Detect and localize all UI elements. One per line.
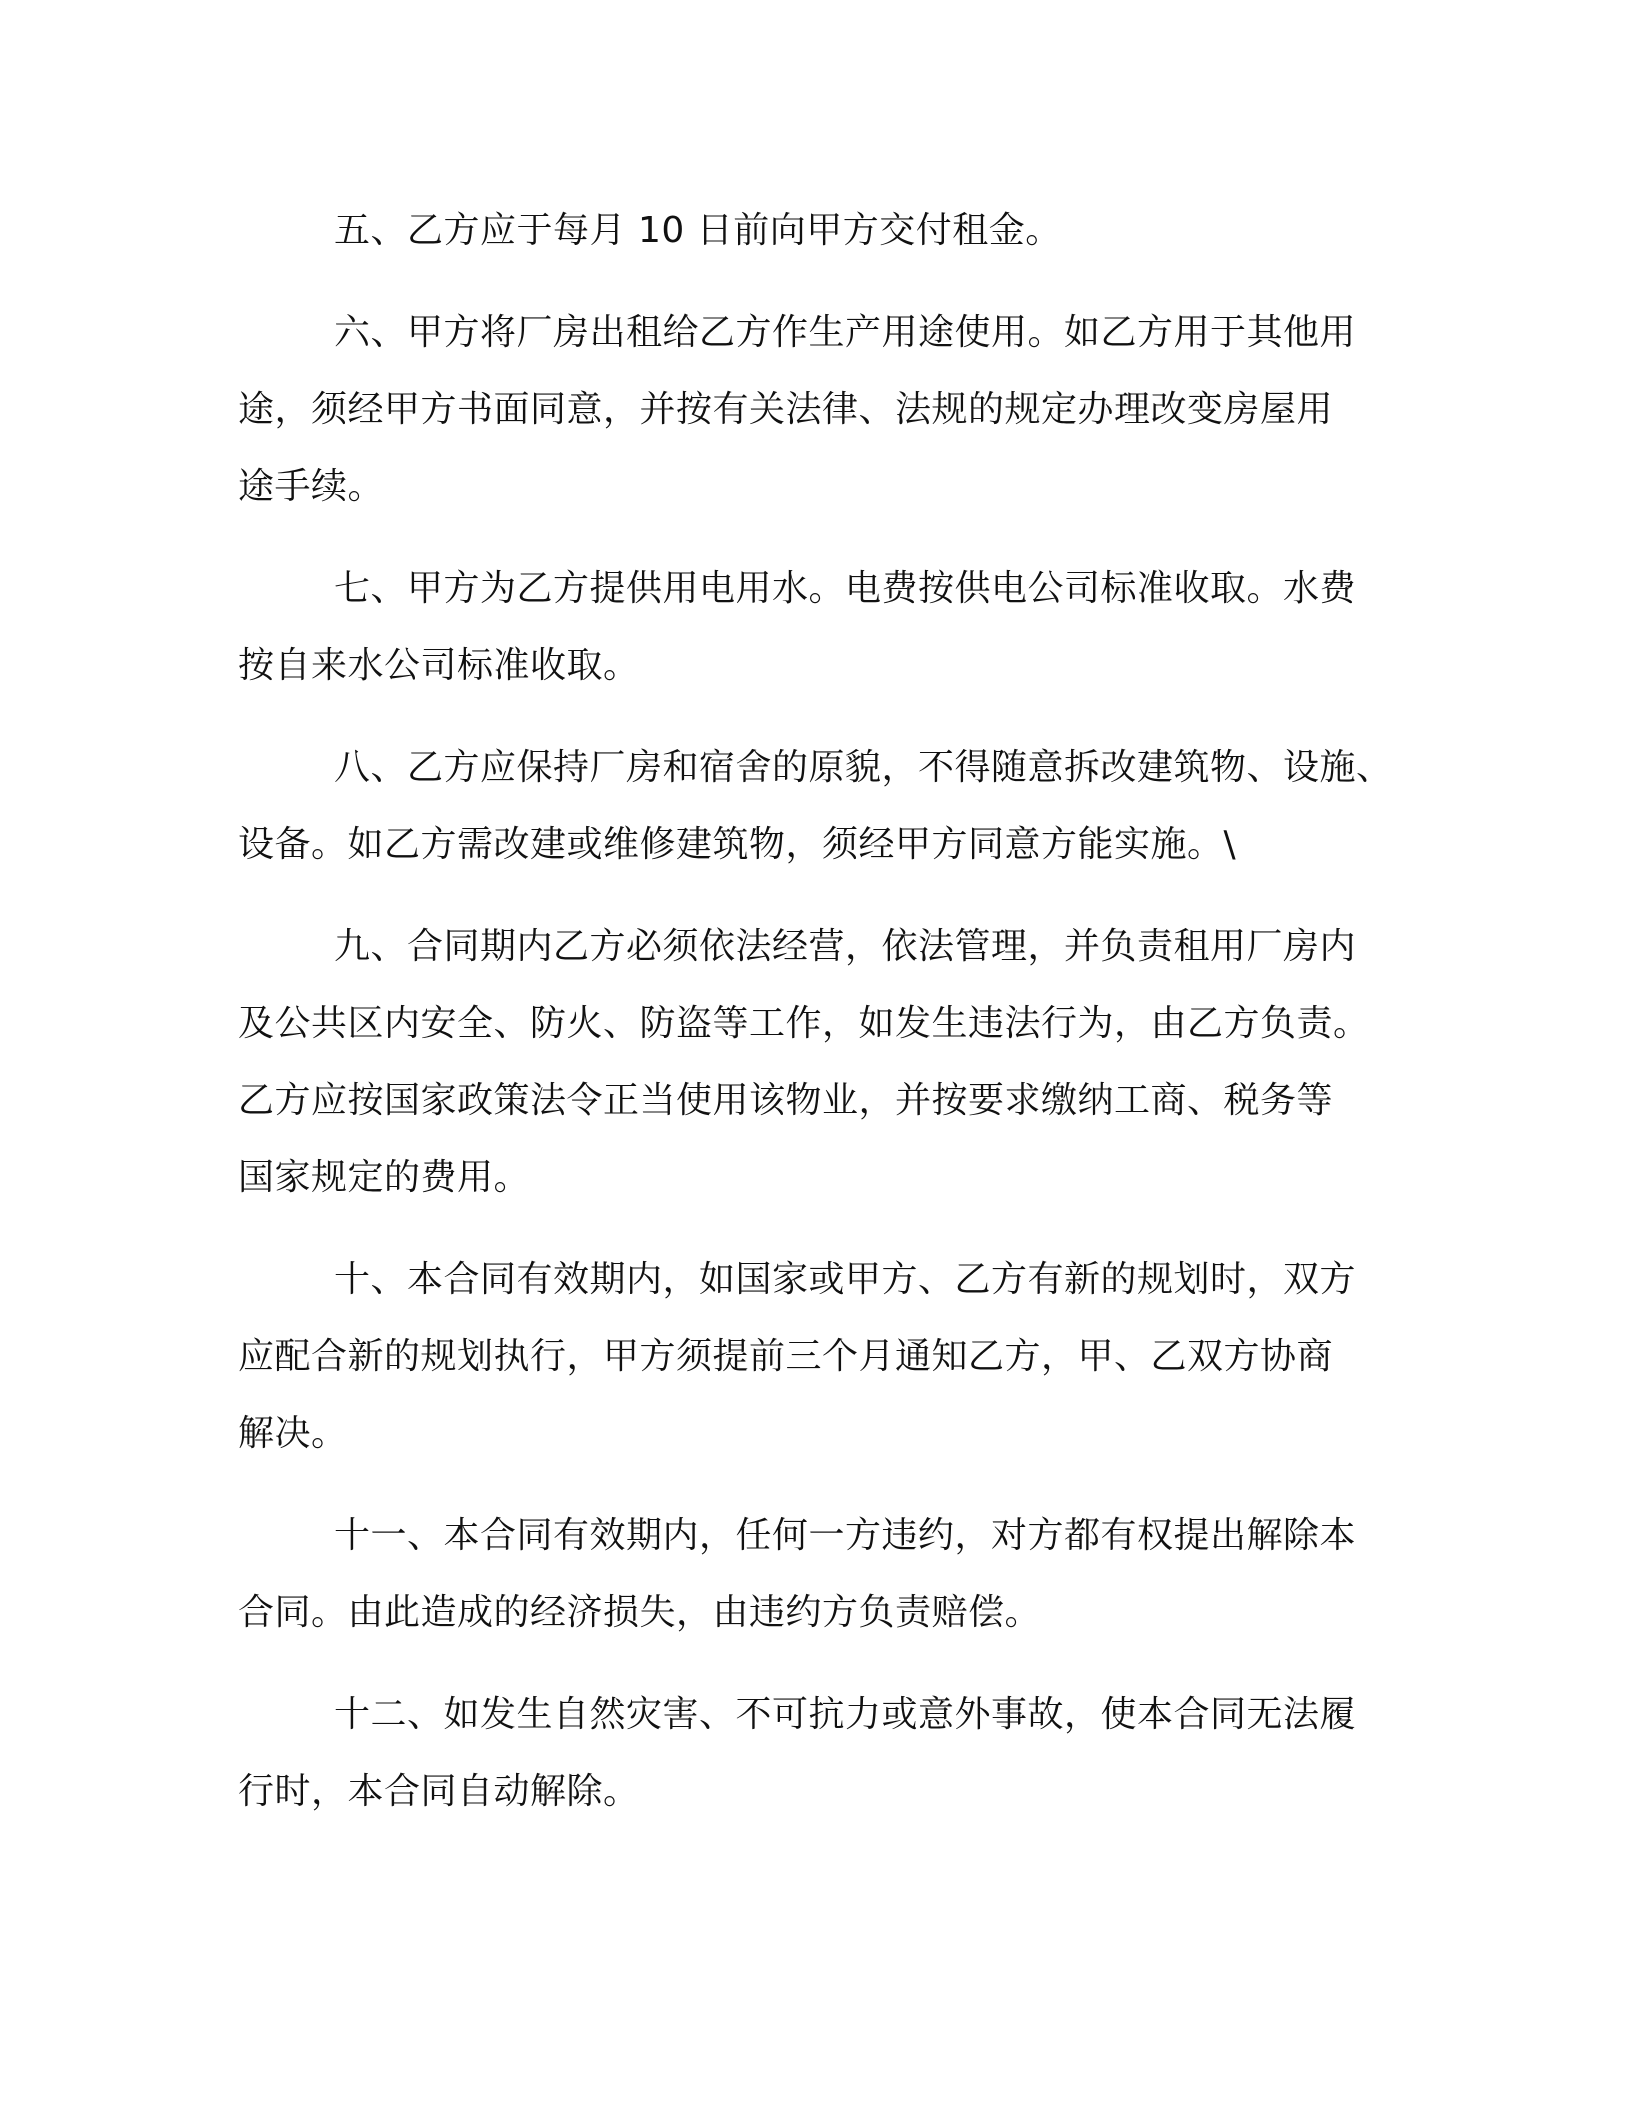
- clause-line: 途手续。: [238, 466, 385, 507]
- clause-line: 应配合新的规划执行，甲方须提前三个月通知乙方，甲、乙双方协商: [238, 1336, 1334, 1377]
- clause-9: [238, 908, 1398, 1216]
- clause-line: 十一、本合同有效期内，任何一方违约，对方都有权提出解除本: [334, 1515, 1357, 1556]
- clause-line: 合同。由此造成的经济损失，由违约方负责赔偿。: [238, 1592, 1042, 1633]
- clause-6: [238, 294, 1398, 525]
- clause-line: 七、甲方为乙方提供用电用水。电费按供电公司标准收取。水费: [334, 568, 1357, 609]
- clause-line: 五、乙方应于每月 10 日前向甲方交付租金。: [334, 210, 1062, 251]
- clause-line: 乙方应按国家政策法令正当使用该物业，并按要求缴纳工商、税务等: [238, 1080, 1334, 1121]
- clause-line: 十、本合同有效期内，如国家或甲方、乙方有新的规划时，双方: [334, 1259, 1357, 1300]
- clause-line: 及公共区内安全、防火、防盗等工作，如发生违法行为，由乙方负责。: [238, 1003, 1370, 1044]
- clause-line: 九、合同期内乙方必须依法经营，依法管理，并负责租用厂房内: [334, 926, 1357, 967]
- clause-8: [238, 729, 1398, 883]
- clause-7: [238, 550, 1398, 704]
- clause-line: 八、乙方应保持厂房和宿舍的原貌，不得随意拆改建筑物、设施、: [334, 747, 1393, 788]
- clause-line: 行时，本合同自动解除。: [238, 1771, 640, 1812]
- clause-11: [238, 1497, 1398, 1651]
- clause-line: 途，须经甲方书面同意，并按有关法律、法规的规定办理改变房屋用: [238, 389, 1334, 430]
- clause-line: 设备。如乙方需改建或维修建筑物，须经甲方同意方能实施。\: [238, 824, 1237, 865]
- clause-line: 国家规定的费用。: [238, 1157, 531, 1198]
- clause-10: [238, 1241, 1398, 1472]
- contract-body: [238, 192, 1398, 1830]
- clause-5: [238, 192, 1398, 269]
- clause-line: 解决。: [238, 1413, 348, 1454]
- clause-line: 按自来水公司标准收取。: [238, 645, 640, 686]
- clause-line: 六、甲方将厂房出租给乙方作生产用途使用。如乙方用于其他用: [334, 312, 1357, 353]
- clause-12: [238, 1676, 1398, 1830]
- clause-line: 十二、如发生自然灾害、不可抗力或意外事故，使本合同无法履: [334, 1694, 1357, 1735]
